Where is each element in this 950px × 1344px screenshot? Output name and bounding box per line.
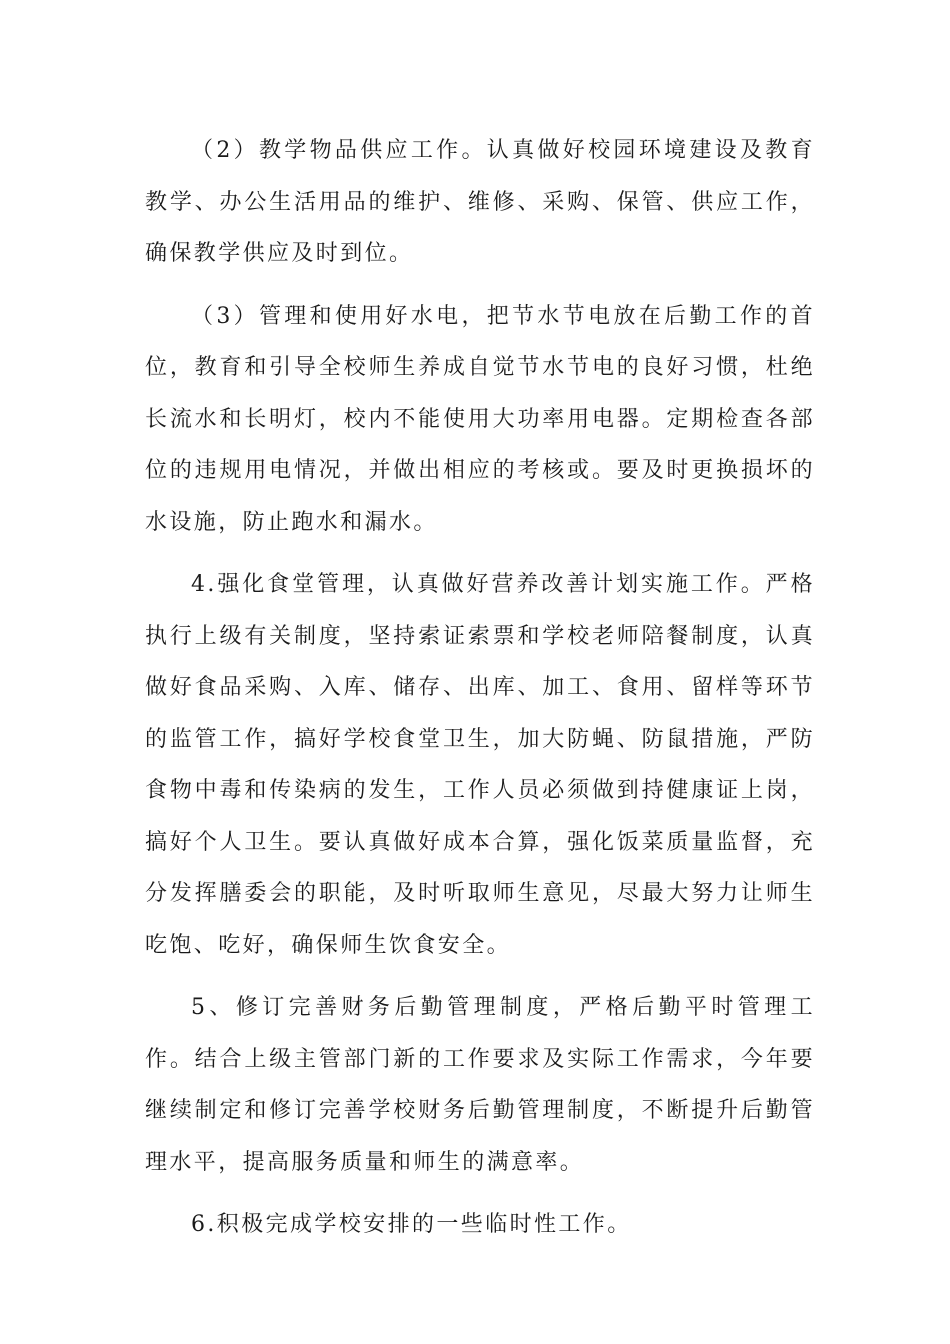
paragraph-temporary-work: 6.积极完成学校安排的一些临时性工作。 — [191, 1212, 632, 1237]
paragraph-canteen-management: 4.强化食堂管理，认真做好营养改善计划实施工作。严格执行上级有关制度，坚持索证索票和学校老师陪餐制度，认真做好食品采购、入库、储存、出库、加工、食用、留样等环节的监管工作，搞好学校食堂卫生，加大防蝇、防鼠措施，严防食物中毒和传染病的发生，工作人员必须做到持健康证上岗，搞好个人卫生。要认真做好成本合算，强化饭菜质量监督，充分发挥膳委会的职能，及时听取师生意见，尽最大努力让师生吃饱、吃好，确保师生饮食安全。 — [145, 572, 815, 958]
document-body — [145, 125, 815, 1262]
paragraph-management-system: 5、修订完善财务后勤管理制度，严格后勤平时管理工作。结合上级主管部门新的工作要求及实际工作需求，今年要继续制定和修订完善学校财务后勤管理制度，不断提升后勤管理水平，提高服务质量和师生的满意率。 — [145, 995, 815, 1175]
paragraph-water-electricity: （3）管理和使用好水电，把节水节电放在后勤工作的首位，教育和引导全校师生养成自觉节水节电的良好习惯，杜绝长流水和长明灯，校内不能使用大功率用电器。定期检查各部位的违规用电情况，并做出相应的考核或。要及时更换损坏的水设施，防止跑水和漏水。 — [145, 303, 815, 535]
paragraph-item-supplies: （2）教学物品供应工作。认真做好校园环境建设及教育教学、办公生活用品的维护、维修、采购、保管、供应工作，确保教学供应及时到位。 — [145, 138, 815, 266]
